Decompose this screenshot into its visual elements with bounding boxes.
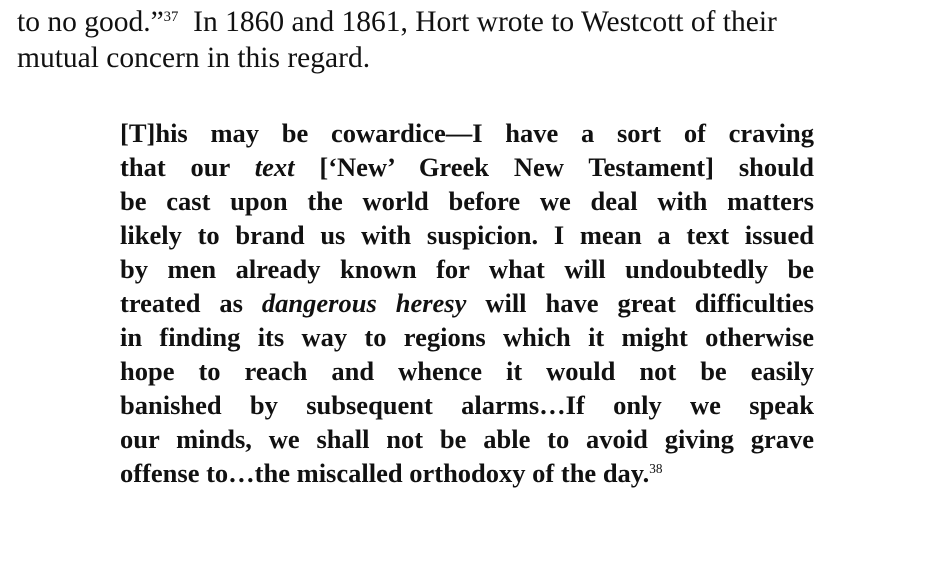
quote-line-7: in finding its way to regions which it might otherwise [120, 322, 814, 352]
quote-line-2 [120, 154, 814, 181]
body-paragraph-line-1 [17, 8, 777, 38]
quote-line-1: [T]his may be cowardice—I have a sort of craving [120, 118, 814, 148]
quote-line-11 [120, 460, 662, 487]
quote-emphasis-text: text [254, 152, 295, 182]
quote-line-4: likely to brand us with suspicion. I mean a text issued [120, 220, 814, 250]
quote-text: will have great difficulties [466, 288, 814, 318]
quote-text: treated as [120, 288, 262, 318]
quote-emphasis-dangerous-heresy: dangerous heresy [261, 288, 467, 318]
quote-line-6 [120, 290, 814, 317]
quote-text: that our [120, 152, 255, 182]
quote-text: [‘New’ Greek New Testament] should [294, 152, 814, 182]
quote-line-8: hope to reach and whence it would not be easily [120, 356, 814, 386]
body-text: In 1860 and 1861, Hort wrote to Westcott of their [178, 6, 777, 38]
quote-text: offense to…the miscalled orthodoxy of the day. [120, 458, 650, 488]
quote-line-9: banished by subsequent alarms…If only we speak [120, 390, 814, 420]
body-paragraph-line-2: mutual concern in this regard. [17, 42, 371, 74]
quote-line-10: our minds, we shall not be able to avoid giving grave [120, 424, 814, 454]
quote-line-5: by men already known for what will undoubtedly be [120, 254, 814, 284]
quote-line-3: be cast upon the world before we deal with matters [120, 186, 814, 216]
body-text: to no good.” [17, 6, 164, 38]
footnote-ref-37[interactable]: 37 [163, 9, 179, 26]
footnote-ref-38[interactable]: 38 [649, 460, 663, 476]
